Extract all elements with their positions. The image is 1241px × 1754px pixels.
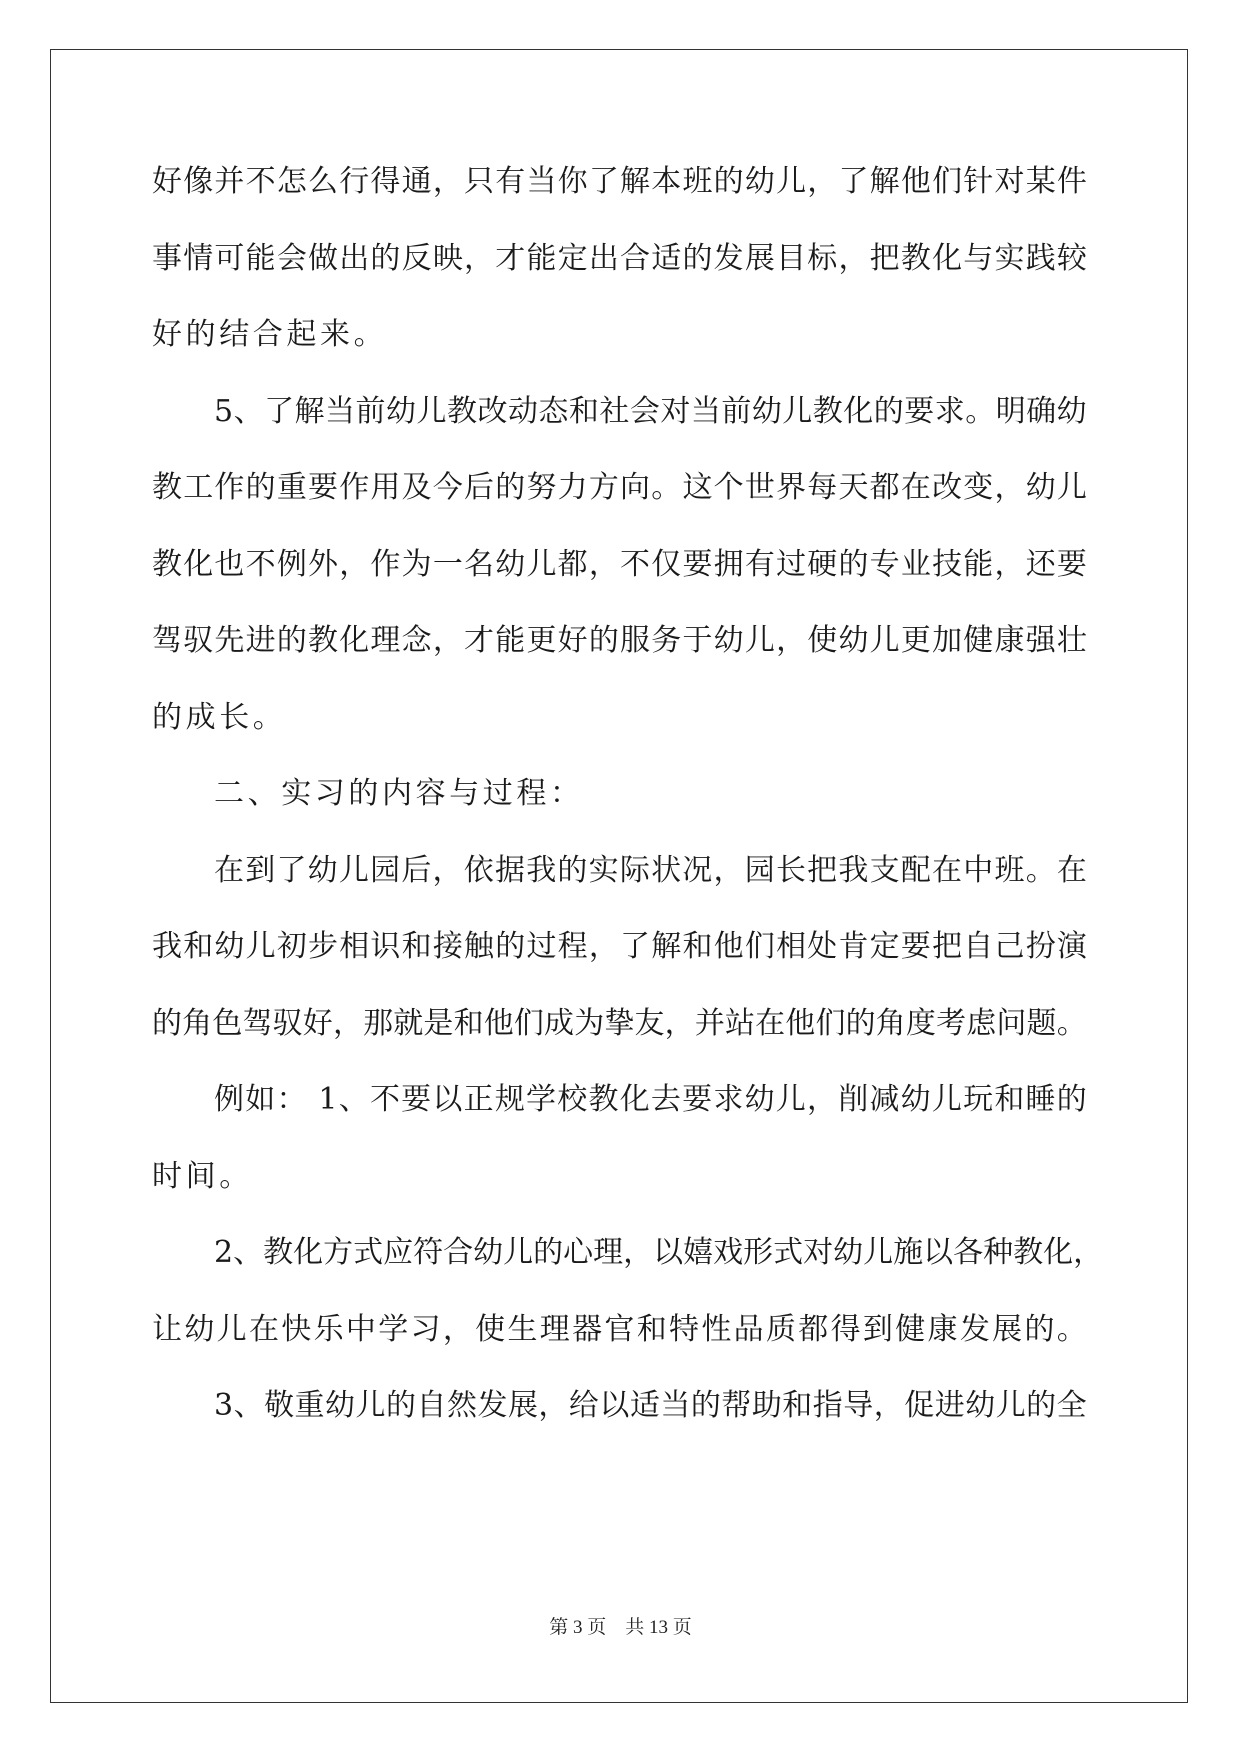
text-line: 驾 驭 先 进 的 教 化 理 念 ， 才 能 更 好 的 服 务 于 幼 儿 ， 使 幼 儿 更 加 健 康 强 壮 bbox=[152, 623, 1087, 658]
text-line: 5 、 了 解 当 前 幼 儿 教 改 动 态 和 社 会 对 当 前 幼 儿 教 化 的 要 求 。 明 确 幼 bbox=[214, 393, 1087, 429]
text-line: 事 情 可 能 会 做 出 的 反 映 ， 才 能 定 出 合 适 的 发 展 目 标 ， 把 教 化 与 实 践 较 bbox=[152, 240, 1087, 276]
text-line: 的成长。 bbox=[152, 699, 287, 735]
text-line: 2 、 教 化 方 式 应 符 合 幼 儿 的 心 理 ， 以 嬉 戏 形 式 对 幼 儿 施 以 各 种 教 化 ， bbox=[214, 1235, 1104, 1270]
text-line: 教 化 也 不 例 外 ， 作 为 一 名 幼 儿 都 ， 不 仅 要 拥 有 过 硬 的 专 业 技 能 ， 还 要 bbox=[152, 546, 1087, 582]
text-line: 教 工 作 的 重 要 作 用 及 今 后 的 努 力 方 向 。 这 个 世 界 每 天 都 在 改 变 ， 幼 儿 bbox=[152, 470, 1087, 505]
text-line: 好 像 并 不 怎 么 行 得 通 ， 只 有 当 你 了 解 本 班 的 幼 儿 ， 了 解 他 们 针 对 某 件 bbox=[152, 164, 1087, 199]
text-line: 3 、 敬 重 幼 儿 的 自 然 发 展 ， 给 以 适 当 的 帮 助 和 指 导 ， 促 进 幼 儿 的 全 bbox=[214, 1388, 1087, 1423]
text-line: 好的结合起来。 bbox=[152, 317, 388, 352]
text-line: 在 到 了 幼 儿 园 后 ， 依 据 我 的 实 际 状 况 ， 园 长 把 我 支 配 在 中 班 。 在 bbox=[214, 852, 1087, 888]
text-line: 例 如 ： 1 、 不 要 以 正 规 学 校 教 化 去 要 求 幼 儿 ， 削 减 幼 儿 玩 和 睡 的 bbox=[214, 1082, 1087, 1117]
page-footer bbox=[0, 1616, 1241, 1640]
text-line: 时间。 bbox=[152, 1158, 253, 1194]
text-line: 让 幼 儿 在 快 乐 中 学 习 ， 使 生 理 器 官 和 特 性 品 质 都 得 到 健 康 发 展 的 。 bbox=[152, 1311, 1087, 1347]
text-line: 我 和 幼 儿 初 步 相 识 和 接 触 的 过 程 ， 了 解 和 他 们 相 处 肯 定 要 把 自 己 扮 演 bbox=[152, 929, 1087, 964]
total-pages: 共 13 页 bbox=[625, 1617, 692, 1638]
page-number: 第 3 页 bbox=[549, 1617, 607, 1638]
text-line: 的 角 色 驾 驭 好 ， 那 就 是 和 他 们 成 为 挚 友 ， 并 站 在 他 们 的 角 度 考 虑 问 题 。 bbox=[152, 1005, 1087, 1041]
text-line: 二、实习的内容与过程： bbox=[214, 776, 584, 811]
